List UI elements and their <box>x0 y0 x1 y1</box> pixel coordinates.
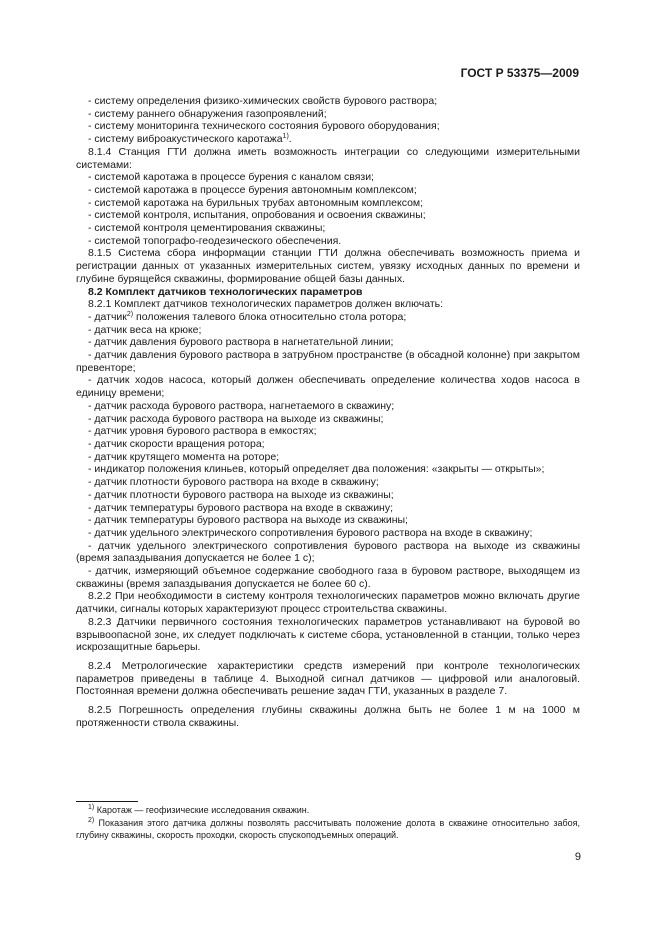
paragraph-8-2-2: 8.2.2 При необходимости в систему контроля технологических параметров можно включать другие датчики, сигналы которых характеризуют процесс строительства скважины. <box>76 590 580 616</box>
list-item: - индикатор положения клиньев, который определяет два положения: «закрыты — открыты»; <box>88 463 545 476</box>
list-item: - датчик крутящего момента на роторе; <box>88 450 280 463</box>
page-number: 9 <box>574 851 581 863</box>
paragraph-8-1-5: 8.1.5 Система сбора информации станции ГТИ должна обеспечивать возможность приема и регистрации данных от указанных измерительных систем, увязку исходных данных по времени и глубине бурящейся скважины, формирование общей базы данных. <box>76 247 580 285</box>
footnote-ref: 1) <box>282 133 289 141</box>
list-item: - систему мониторинга технического состояния бурового оборудования; <box>88 120 440 133</box>
list-item: - датчик ходов насоса, который должен обеспечивать определение количества ходов насоса в единицу времени; <box>76 374 580 400</box>
list-item: - системой контроля цементирования скважины; <box>88 222 326 235</box>
list-item: - датчик плотности бурового раствора на выходе из скважины; <box>88 488 394 501</box>
list-item: - датчик расхода бурового раствора на выходе из скважины; <box>88 412 384 425</box>
footnote-mark: 1) <box>88 804 95 811</box>
list-item: - датчик удельного электрического сопротивления бурового раствора на выходе из скважины (время запаздывания допускается не более 1 с); <box>76 539 580 565</box>
list-item: - системой каротажа в процессе бурения автономным комплексом; <box>88 183 417 196</box>
footnote-1: $^{1)}$ Каротаж — геофизические исследования скважин. <box>88 804 310 815</box>
list-item: - датчик$^{2)}$ положения талевого блока относительно стола ротора; <box>88 310 407 323</box>
list-item: - датчик расхода бурового раствора, нагнетаемого в скважину; <box>88 399 395 412</box>
list-item: - датчик температуры бурового раствора на входе в скважину; <box>88 501 394 514</box>
footnote-ref: 2) <box>126 310 134 318</box>
list-item: - системой контроля, испытания, опробования и освоения скважины; <box>88 209 426 222</box>
list-item: - датчик веса на крюке; <box>88 323 202 336</box>
paragraph-8-2-4: 8.2.4 Метрологические характеристики средств измерений при контроле технологических параметров приведены в таблице 4. Выходной сигнал датчиков — цифровой или аналоговый. Постоянная времени должна обеспечивать решение задач ГТИ, указанных в разделе 7. <box>76 659 580 698</box>
list-item: - систему раннего обнаружения газопроявлений; <box>88 107 327 120</box>
footnotes <box>76 804 580 842</box>
list-item: - датчик скорости вращения ротора; <box>88 437 265 450</box>
list-item: - датчик температуры бурового раствора на выходе из скважины; <box>88 514 408 527</box>
list-item: - системой каротажа в процессе бурения с каналом связи; <box>88 171 374 184</box>
list-item: - датчик давления бурового раствора в нагнетательной линии; <box>88 336 394 349</box>
section-heading-8-2: 8.2 Комплект датчиков технологических параметров <box>88 285 363 298</box>
list-item: - датчик удельного электрического сопротивления бурового раствора на входе в скважину; <box>88 526 533 539</box>
footnote-mark: 2) <box>88 816 95 824</box>
document-body <box>76 95 580 729</box>
list-item: - системой каротажа на бурильных трубах автономным комплексом; <box>88 196 424 209</box>
list-item: - систему виброакустического каротажа$^{1)}$. <box>88 133 292 146</box>
document-id-header: ГОСТ Р 53375—2009 <box>460 66 579 80</box>
paragraph-8-1-4: 8.1.4 Станция ГТИ должна иметь возможность интеграции со следующими измерительными системами: <box>76 145 580 171</box>
list-item: - датчик уровня бурового раствора в емкостях; <box>88 425 317 438</box>
list-item: - системой топографо-геодезического обеспечения. <box>88 234 342 247</box>
paragraph-8-2-5: 8.2.5 Погрешность определения глубины скважины должна быть не более 1 м на 1000 м протяженности ствола скважины. <box>76 704 580 729</box>
list-item: - систему определения физико-химических свойств бурового раствора; <box>88 95 438 107</box>
paragraph-8-2-1: 8.2.1 Комплект датчиков технологических параметров должен включать: <box>88 298 444 311</box>
footnote-divider <box>76 801 138 802</box>
list-item: - датчик давления бурового раствора в затрубном пространстве (в обсадной колонне) при закрытом превенторе; <box>76 349 580 374</box>
list-item: - датчик, измеряющий объемное содержание свободного газа в буровом растворе, выходящем из скважины (время запаздывания допускается не более 60 с). <box>76 565 580 590</box>
footnote-2: $^{2)}$ Показания этого датчика должны позволять рассчитывать положение долота в скважине относительно забоя, глубину скважины, скорость проходки, скорость спускоподъемных операций. <box>76 816 580 840</box>
paragraph-8-2-3: 8.2.3 Датчики первичного состояния технологических параметров устанавливают на буровой во взрывоопасной зоне, их следует подключать к системе сбора, установленной в станции, только через искрозащитные барьеры. <box>76 615 580 654</box>
list-item: - датчик плотности бурового раствора на входе в скважину; <box>88 476 379 489</box>
